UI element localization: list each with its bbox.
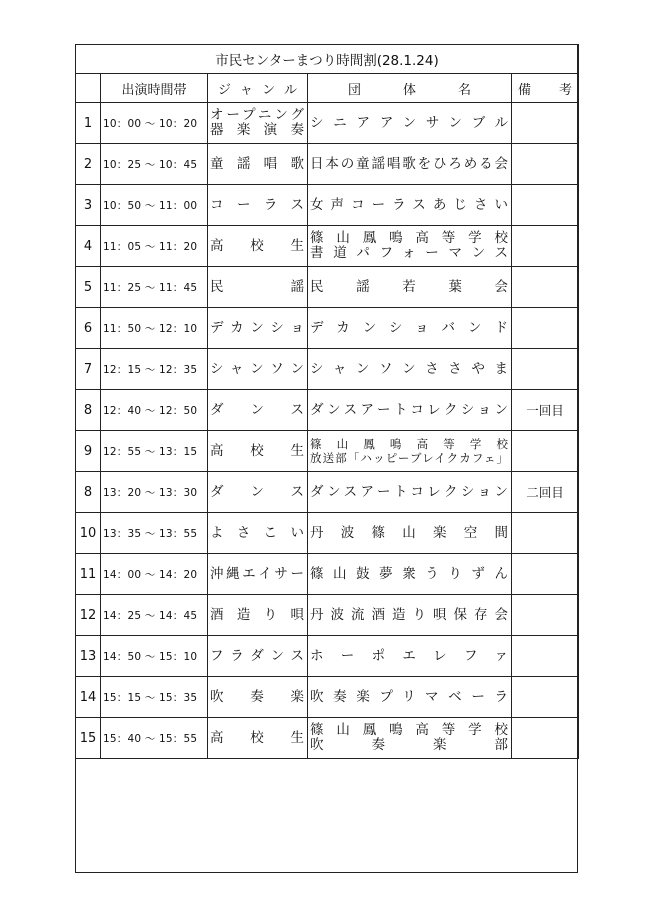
genre-line: 沖縄エイサー (210, 565, 304, 582)
group-line: ホーポエレファ (310, 647, 508, 664)
row-group (308, 144, 512, 185)
row-number: 8 (76, 472, 101, 513)
table-row (76, 349, 579, 390)
table-row (76, 636, 579, 677)
row-note (512, 226, 579, 267)
row-group (308, 472, 512, 513)
table-row (76, 185, 579, 226)
row-time: 10：00 ～ 10：20 (101, 103, 208, 144)
row-number: 4 (76, 226, 101, 267)
row-number: 5 (76, 267, 101, 308)
row-time: 14：00 ～ 14：20 (101, 554, 208, 595)
row-time: 15：15 ～ 15：35 (101, 677, 208, 718)
group-line: 篠山鳳鳴高等学校 (310, 722, 508, 738)
group-line: 吹奏楽プリマベーラ (310, 688, 508, 705)
row-note (512, 595, 579, 636)
row-genre (208, 554, 308, 595)
row-genre (208, 349, 308, 390)
row-number: 10 (76, 513, 101, 554)
row-number: 9 (76, 431, 101, 472)
row-genre (208, 431, 308, 472)
row-genre (208, 185, 308, 226)
row-note (512, 144, 579, 185)
genre-line: 高校生 (210, 729, 304, 746)
genre-line: 高校生 (210, 442, 304, 459)
row-time: 11：50 ～ 12：10 (101, 308, 208, 349)
row-genre (208, 636, 308, 677)
row-note (512, 677, 579, 718)
row-note: 二回目 (512, 472, 579, 513)
row-number: 14 (76, 677, 101, 718)
header-genre: ジャンル (208, 74, 308, 103)
group-line: ダンスアートコレクション (310, 483, 508, 500)
genre-line: デカンショ (210, 319, 304, 336)
genre-line: 高校生 (210, 237, 304, 254)
row-genre (208, 472, 308, 513)
row-note (512, 349, 579, 390)
group-line: 女声コーラスあじさい (310, 196, 508, 213)
group-line: 書道パフォーマンス (310, 245, 508, 261)
table-row (76, 144, 579, 185)
row-time: 15：40 ～ 15：55 (101, 718, 208, 759)
group-line: シニアアンサンブル (310, 114, 508, 131)
row-time: 12：15 ～ 12：35 (101, 349, 208, 390)
row-number: 15 (76, 718, 101, 759)
row-note (512, 308, 579, 349)
group-line: 民謡若葉会 (310, 278, 508, 295)
row-time: 12：40 ～ 12：50 (101, 390, 208, 431)
group-line: 放送部「ハッピーブレイクカフェ」 (310, 451, 508, 465)
row-group (308, 103, 512, 144)
genre-line: 吹奏楽 (210, 688, 304, 705)
header-number (76, 74, 101, 103)
row-note (512, 718, 579, 759)
genre-line: 童謡唱歌 (210, 155, 304, 172)
table-row (76, 267, 579, 308)
row-group (308, 718, 512, 759)
table-row (76, 554, 579, 595)
table-row (76, 308, 579, 349)
row-number: 13 (76, 636, 101, 677)
row-note: 一回目 (512, 390, 579, 431)
row-time: 12：55 ～ 13：15 (101, 431, 208, 472)
genre-line: ダンス (210, 401, 304, 418)
header-group: 団 体 名 (308, 74, 512, 103)
group-line: 丹波篠山楽空間 (310, 524, 508, 541)
row-time: 13：35 ～ 13：55 (101, 513, 208, 554)
header-note: 備 考 (512, 74, 579, 103)
row-genre (208, 144, 308, 185)
row-time: 11：05 ～ 11：20 (101, 226, 208, 267)
group-line: 篠山鼓夢衆うりずん (310, 565, 508, 582)
genre-line: 酒造り唄 (210, 606, 304, 623)
group-line: 日本の童謡唱歌をひろめる会 (310, 155, 508, 172)
row-note (512, 554, 579, 595)
row-group (308, 636, 512, 677)
genre-line: フラダンス (210, 647, 304, 664)
genre-line: 器楽演奏 (210, 122, 304, 138)
row-time: 10：25 ～ 10：45 (101, 144, 208, 185)
table-row (76, 472, 579, 513)
row-group (308, 226, 512, 267)
row-note (512, 103, 579, 144)
row-note (512, 267, 579, 308)
row-genre (208, 513, 308, 554)
row-time: 14：50 ～ 15：10 (101, 636, 208, 677)
row-note (512, 185, 579, 226)
row-group (308, 390, 512, 431)
table-row (76, 390, 579, 431)
row-genre (208, 718, 308, 759)
row-genre (208, 595, 308, 636)
row-number: 8 (76, 390, 101, 431)
row-number: 1 (76, 103, 101, 144)
table-row (76, 595, 579, 636)
row-number: 2 (76, 144, 101, 185)
row-genre (208, 226, 308, 267)
row-group (308, 595, 512, 636)
row-group (308, 513, 512, 554)
table-row (76, 677, 579, 718)
group-line: 丹波流酒造り唄保存会 (310, 606, 508, 623)
genre-line: コーラス (210, 196, 304, 213)
row-note (512, 431, 579, 472)
row-note (512, 636, 579, 677)
table-row (76, 513, 579, 554)
schedule-table (75, 44, 579, 759)
row-genre (208, 677, 308, 718)
group-line: 篠山鳳鳴高等学校 (310, 230, 508, 246)
page-title: 市民センターまつり時間割(28.1.24) (76, 45, 579, 74)
row-time: 13：20 ～ 13：30 (101, 472, 208, 513)
genre-line: よさこい (210, 524, 304, 541)
row-number: 12 (76, 595, 101, 636)
group-line: 吹奏楽部 (310, 737, 508, 753)
row-number: 6 (76, 308, 101, 349)
table-row (76, 718, 579, 759)
row-genre (208, 308, 308, 349)
genre-line: ダンス (210, 483, 304, 500)
genre-line: シャンソン (210, 360, 304, 377)
table-row (76, 103, 579, 144)
group-line: 篠山鳳鳴高等学校 (310, 437, 508, 451)
row-number: 3 (76, 185, 101, 226)
row-group (308, 554, 512, 595)
group-line: シャンソンささやま (310, 360, 508, 377)
table-row (76, 431, 579, 472)
row-time: 11：25 ～ 11：45 (101, 267, 208, 308)
row-group (308, 431, 512, 472)
genre-line: オープニング (210, 107, 304, 123)
row-number: 7 (76, 349, 101, 390)
row-genre (208, 103, 308, 144)
row-group (308, 185, 512, 226)
group-line: デカンショバンド (310, 319, 508, 336)
table-row (76, 226, 579, 267)
row-time: 14：25 ～ 14：45 (101, 595, 208, 636)
group-line: ダンスアートコレクション (310, 401, 508, 418)
row-group (308, 267, 512, 308)
row-group (308, 677, 512, 718)
row-time: 10：50 ～ 11：00 (101, 185, 208, 226)
header-time: 出演時間帯 (101, 74, 208, 103)
genre-line: 民謡 (210, 278, 304, 295)
row-note (512, 513, 579, 554)
row-genre (208, 390, 308, 431)
row-group (308, 349, 512, 390)
row-group (308, 308, 512, 349)
row-genre (208, 267, 308, 308)
row-number: 11 (76, 554, 101, 595)
